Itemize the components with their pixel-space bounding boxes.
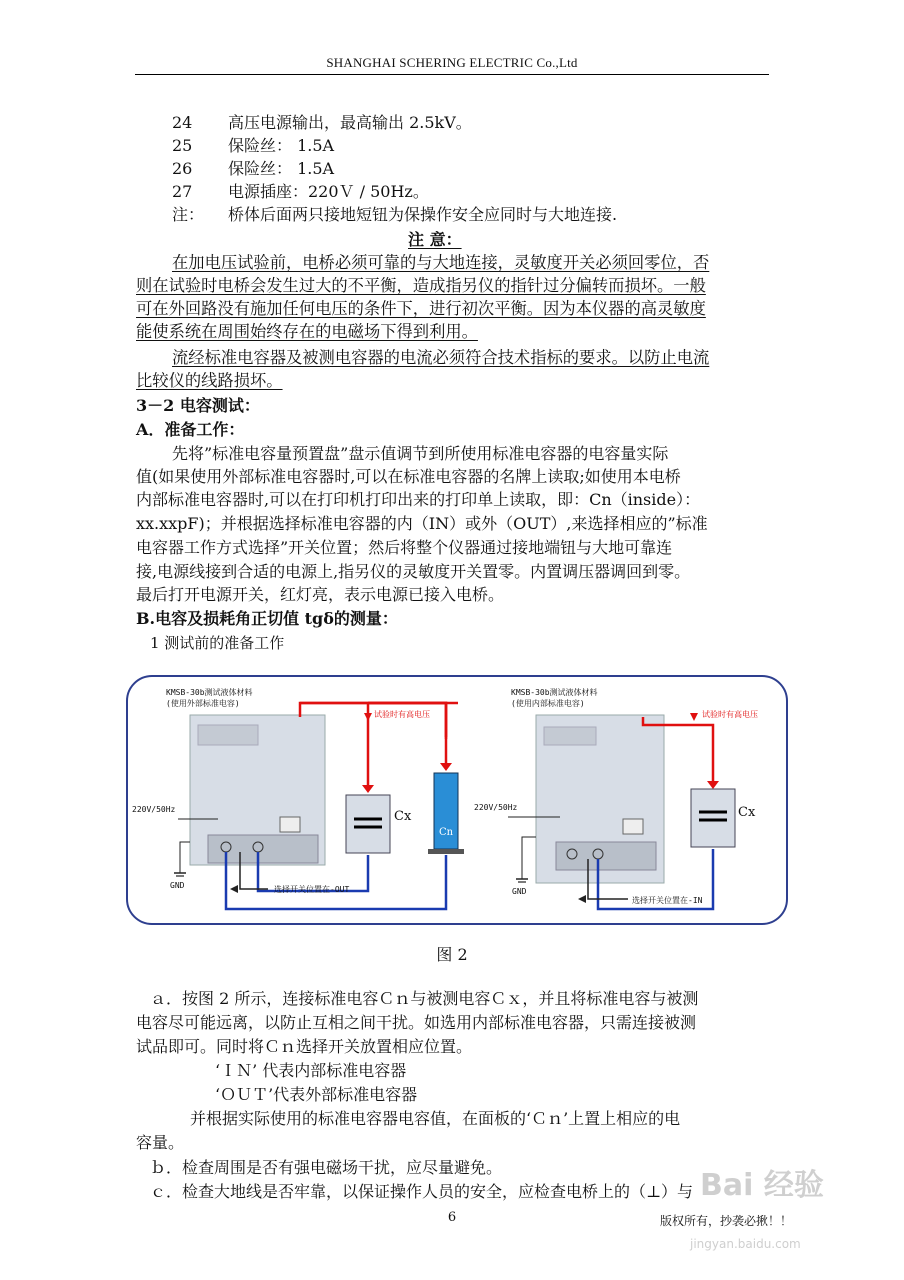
left-cx-box	[346, 795, 390, 853]
right-power-label: 220V/50Hz	[474, 803, 518, 812]
notice-line: 比较仪的线路损坏。	[136, 371, 283, 390]
para-line: ｃ．检查大地线是否牢靠，以保证操作人员的安全，应检查电桥上的（⊥）与	[150, 1182, 694, 1201]
item-text: 电源插座：220Ｖ / 50Hz。	[228, 182, 429, 201]
out-definition: ‘ＯＵＴ’代表外部标准电容器	[215, 1085, 418, 1104]
para-line: 接,电源线接到合适的电源上,指另仪的灵敏度开关置零。内置调压器调回到零。	[136, 562, 691, 581]
page-header: SHANGHAI SCHERING ELECTRIC Co.,Ltd	[326, 55, 578, 70]
notice-title: 注 意：	[408, 230, 462, 249]
hv-warning-icon	[690, 713, 698, 721]
subsection-b-title: B.电容及损耗角正切值 tgδ的测量：	[136, 609, 398, 628]
right-subtitle: (使用内部标准电容)	[511, 699, 585, 708]
baidu-watermark-url: jingyan.baidu.com	[690, 1237, 801, 1251]
right-hv-label: 试验时有高电压	[702, 710, 758, 719]
subsection-a-title: A．准备工作：	[136, 420, 245, 439]
right-meter	[623, 819, 643, 834]
notice-line: 可在外回路没有施加任何电压的条件下，进行初次平衡。因为本仪器的高灵敏度	[136, 299, 706, 318]
arrow-icon	[707, 781, 719, 789]
right-terminal-panel	[556, 842, 656, 870]
subsection-b-sub: 1 测试前的准备工作	[150, 634, 285, 652]
item-text: 保险丝： 1.5A	[228, 159, 335, 178]
notice-line: 流经标准电容器及被测电容器的电流必须符合技术指标的要求。以防止电流	[172, 348, 710, 367]
left-subtitle: (使用外部标准电容)	[166, 699, 240, 708]
right-select-label: 选择开关位置在-IN	[632, 896, 703, 905]
para-line: 先将”标准电容量预置盘”盘示值调节到所使用标准电容器的电容量实际	[172, 444, 669, 463]
para-line: 内部标准电容器时,可以在打印机打印出来的打印单上读取，即：Cn（inside）：	[136, 490, 701, 509]
para-line: 试品即可。同时将Ｃｎ选择开关放置相应位置。	[136, 1037, 473, 1056]
page-number: 6	[447, 1210, 457, 1225]
arrow-icon	[362, 785, 374, 793]
left-select-label: 选择开关位置在-OUT	[274, 885, 350, 894]
wiring-diagram	[128, 677, 788, 925]
item-num: 26	[172, 159, 193, 178]
left-meter	[280, 817, 300, 832]
notice-line: 在加电压试验前，电桥必须可靠的与大地连接，灵敏度开关必须回零位，否	[172, 253, 710, 272]
header-rule	[135, 74, 769, 75]
right-label-plate	[544, 727, 596, 745]
item-num: 注：	[172, 205, 205, 224]
item-text: 桥体后面两只接地短钮为保操作安全应同时与大地连接.	[228, 205, 618, 224]
right-cx-label: Cx	[738, 805, 756, 820]
hv-warning-icon	[364, 713, 372, 721]
baidu-watermark-logo: Bai 经验	[700, 1168, 824, 1203]
para-line: 电容尽可能远离，以防止互相之间干扰。如选用内部标准电容器，只需连接被测	[136, 1013, 697, 1032]
arrow-icon	[440, 763, 452, 771]
wiring-figure	[126, 675, 788, 925]
right-gnd-label: GND	[512, 887, 527, 896]
notice-line: 则在试验时电桥会发生过大的不平衡，造成指另仪的指针过分偏转而损坏。一般	[136, 276, 706, 295]
copyright-note: 版权所有，抄袭必揪！！	[660, 1214, 793, 1228]
item-num: 24	[172, 113, 193, 132]
item-text: 保险丝： 1.5A	[228, 136, 335, 155]
para-line: 并根据实际使用的标准电容器电容值，在面板的‘Ｃｎ’上置上相应的电	[190, 1109, 681, 1128]
para-line: 容量。	[136, 1133, 185, 1152]
left-gnd-label: GND	[170, 881, 185, 890]
left-title: KMSB-30b测试液体材料	[166, 688, 253, 697]
para-line: 电容器工作方式选择”开关位置；然后将整个仪器通过接地端钮与大地可靠连	[136, 538, 673, 557]
item-num: 27	[172, 182, 193, 201]
right-cx-box	[691, 789, 735, 847]
left-hv-label: 试验时有高电压	[374, 710, 430, 719]
item-text: 高压电源输出，最高输出 2.5kV。	[228, 113, 472, 132]
figure-caption: 图 2	[436, 945, 468, 964]
in-definition: ‘ＩＮ’ 代表内部标准电容器	[215, 1061, 407, 1080]
para-line: ｂ．检查周围是否有强电磁场干扰，应尽量避免。	[150, 1158, 503, 1177]
para-line: 值(如果使用外部标准电容器时,可以在标准电容器的名牌上读取;如使用本电桥	[136, 467, 681, 486]
left-label-plate	[198, 725, 258, 745]
left-cn-label: Cn	[439, 827, 454, 838]
para-line: ａ．按图 2 所示，连接标准电容Ｃｎ与被测电容Ｃｘ，并且将标准电容与被测	[150, 989, 699, 1008]
item-num: 25	[172, 136, 193, 155]
notice-line: 能使系统在周围始终存在的电磁场下得到利用。	[136, 322, 478, 341]
left-cx-label: Cx	[394, 809, 412, 824]
left-power-label: 220V/50Hz	[132, 805, 176, 814]
section-title: 3－2 电容测试：	[136, 396, 260, 415]
para-line: 最后打开电源开关，红灯亮，表示电源已接入电桥。	[136, 585, 505, 604]
para-line: xx.xxpF)；并根据选择标准电容器的内（IN）或外（OUT）,来选择相应的”标准	[136, 514, 708, 533]
right-title: KMSB-30b测试液体材料	[511, 688, 598, 697]
